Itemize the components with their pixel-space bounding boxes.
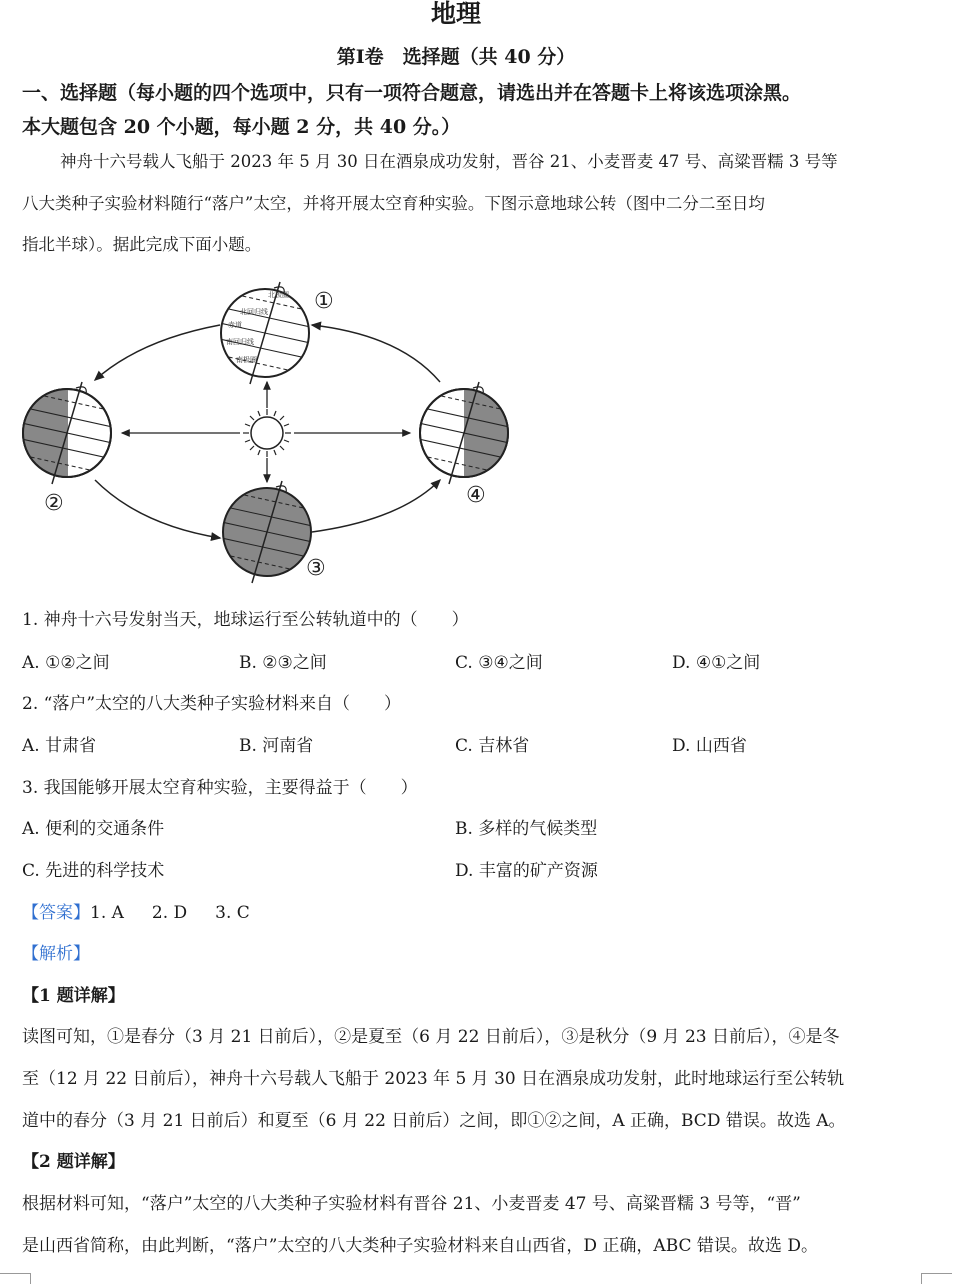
detail-1-line-1: 读图可知，①是春分（3 月 21 日前后），②是夏至（6 月 22 日前后），③是秋分（9 月 23 日前后），④是冬 xyxy=(22,1027,840,1047)
intro-line-2: 八大类种子实验材料随行“落户”太空，并将开展太空育种实验。下图示意地球公转（图中二分二至日均 xyxy=(22,194,765,213)
section-heading-line1: 一、选择题（每小题的四个选项中，只有一项符合题意，请选出并在答题卡上将该选项涂黑。 xyxy=(22,82,802,104)
earth-position-2 xyxy=(17,382,117,484)
detail-1-title: 【1 题详解】 xyxy=(22,986,125,1006)
orbit-arc-4-1 xyxy=(312,325,440,382)
answer-1: 1. A xyxy=(90,903,124,923)
analysis-tag: 【解析】 xyxy=(22,944,90,964)
answer-3: 3. C xyxy=(215,903,250,923)
page-corner-left xyxy=(0,1273,31,1284)
orbit-arc-3-4 xyxy=(312,480,440,532)
question-2-option-a[interactable]: A. 甘肃省 xyxy=(22,736,97,756)
detail-1-line-2: 至（12 月 22 日前后），神舟十六号载人飞船于 2023 年 5 月 30 日在酒泉成功发射，此时地球运行至公转轨 xyxy=(22,1069,845,1089)
question-1-option-d[interactable]: D. ④①之间 xyxy=(672,653,761,673)
question-3-option-b[interactable]: B. 多样的气候类型 xyxy=(455,819,598,839)
position-number-1: ① xyxy=(314,289,334,314)
question-3-option-c[interactable]: C. 先进的科学技术 xyxy=(22,861,165,881)
intro-line-1: 神舟十六号载人飞船于 2023 年 5 月 30 日在酒泉成功发射，晋谷 21、小麦晋麦 47 号、高粱晋糯 3 号等 xyxy=(60,152,838,171)
part-subtitle: 第Ⅰ卷 选择题（共 40 分） xyxy=(336,46,576,68)
orbit-arc-2-3 xyxy=(95,480,220,538)
answer-tag: 【答案】 xyxy=(22,903,90,923)
detail-1-line-3: 道中的春分（3 月 21 日前后）和夏至（6 月 22 日前后）之间，即①②之间，A 正确，BCD 错误。故选 A。 xyxy=(22,1111,846,1131)
question-2-option-b[interactable]: B. 河南省 xyxy=(239,736,314,756)
question-1-option-b[interactable]: B. ②③之间 xyxy=(239,653,327,673)
earth-position-1 xyxy=(215,282,315,384)
detail-2-line-2: 是山西省简称，由此判断，“落户”太空的八大类种子实验材料来自山西省，D 正确，ABC 错误。故选 D。 xyxy=(22,1236,818,1256)
label-arctic-circle: 北极圈 xyxy=(268,291,289,299)
orbit-arc-1-2 xyxy=(95,325,220,380)
question-1-option-c[interactable]: C. ③④之间 xyxy=(455,653,543,673)
label-antarctic-circle: 南极圈 xyxy=(236,356,257,364)
sun-icon xyxy=(243,409,291,457)
answer-2: 2. D xyxy=(151,903,188,923)
section-heading-line2: 本大题包含 20 个小题，每小题 2 分，共 40 分。） xyxy=(22,116,461,138)
question-1-stem: 1. 神舟十六号发射当天，地球运行至公转轨道中的（ ） xyxy=(22,610,469,630)
position-number-2: ② xyxy=(44,491,64,516)
earth-position-3 xyxy=(217,481,317,583)
earth-position-4 xyxy=(414,382,514,484)
intro-line-3: 指北半球）。据此完成下面小题。 xyxy=(22,235,262,254)
earth-revolution-diagram xyxy=(0,270,540,590)
question-3-stem: 3. 我国能够开展太空育种实验，主要得益于（ ） xyxy=(22,778,418,798)
detail-2-title: 【2 题详解】 xyxy=(22,1152,125,1172)
label-equator: 赤道 xyxy=(228,321,242,329)
question-2-stem: 2. “落户”太空的八大类种子实验材料来自（ ） xyxy=(22,694,402,714)
page-title: 地理 xyxy=(430,0,481,28)
page-corner-right xyxy=(921,1273,952,1284)
detail-2-line-1: 根据材料可知，“落户”太空的八大类种子实验材料有晋谷 21、小麦晋麦 47 号、高粱晋糯 3 号等，“晋” xyxy=(22,1194,801,1214)
question-3-option-d[interactable]: D. 丰富的矿产资源 xyxy=(455,861,598,881)
question-2-option-d[interactable]: D. 山西省 xyxy=(672,736,747,756)
question-1-option-a[interactable]: A. ①②之间 xyxy=(22,653,110,673)
label-tropic-capricorn: 南回归线 xyxy=(226,338,254,346)
position-number-4: ④ xyxy=(466,483,486,508)
question-2-option-c[interactable]: C. 吉林省 xyxy=(455,736,530,756)
answer-line xyxy=(22,898,250,923)
position-number-3: ③ xyxy=(306,556,326,581)
question-3-option-a[interactable]: A. 便利的交通条件 xyxy=(22,819,165,839)
label-tropic-cancer: 北回归线 xyxy=(240,308,268,316)
